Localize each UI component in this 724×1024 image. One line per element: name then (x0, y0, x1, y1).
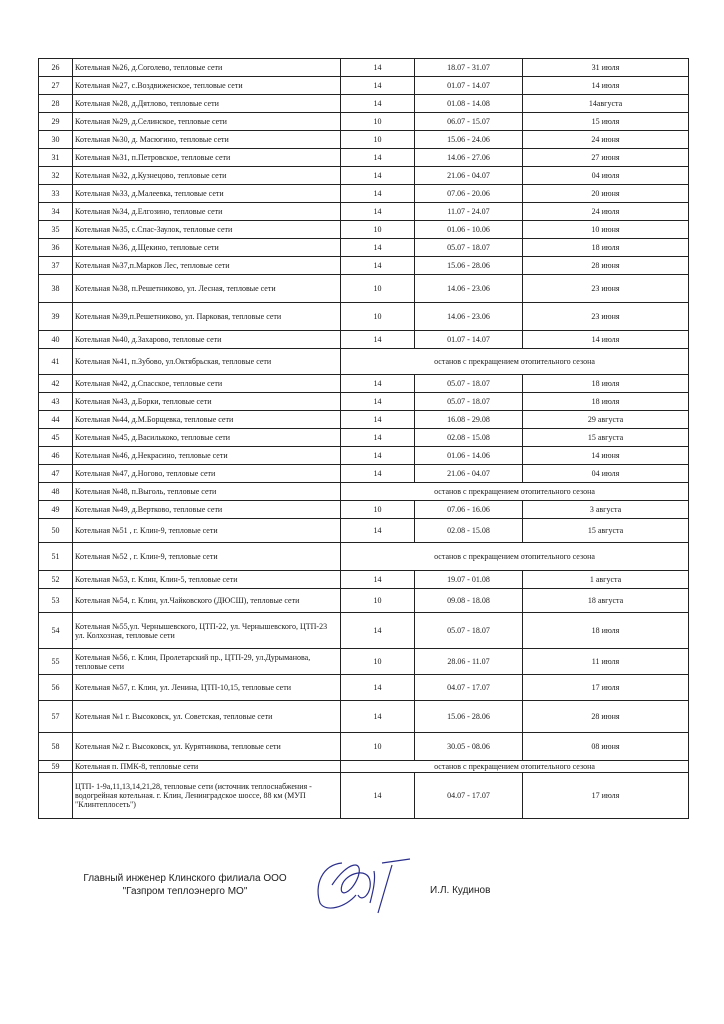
shutdown-period: 15.06 - 24.06 (415, 131, 523, 149)
row-number: 54 (39, 613, 73, 649)
row-number: 30 (39, 131, 73, 149)
row-number: 47 (39, 465, 73, 483)
restart-date: 18 июля (523, 613, 689, 649)
table-row (39, 701, 689, 733)
shutdown-period: 01.07 - 14.07 (415, 331, 523, 349)
table-row (39, 501, 689, 519)
row-number: 57 (39, 701, 73, 733)
row-number: 55 (39, 649, 73, 675)
duration-days: 10 (341, 501, 415, 519)
duration-days: 14 (341, 257, 415, 275)
shutdown-note: останов с прекращением отопительного сезона (341, 483, 689, 501)
row-number (39, 773, 73, 819)
restart-date: 14 июня (523, 447, 689, 465)
restart-date: 28 июня (523, 701, 689, 733)
boiler-name: Котельная №33, д.Малеевка, тепловые сети (73, 185, 341, 203)
table-row (39, 239, 689, 257)
boiler-name: Котельная №48, п.Выголь, тепловые сети (73, 483, 341, 501)
duration-days: 14 (341, 675, 415, 701)
restart-date: 14 июля (523, 77, 689, 95)
shutdown-period: 09.08 - 18.08 (415, 589, 523, 613)
duration-days: 14 (341, 59, 415, 77)
shutdown-period: 05.07 - 18.07 (415, 613, 523, 649)
boiler-name: Котельная №29, д.Селинское, тепловые сети (73, 113, 341, 131)
restart-date: 24 июля (523, 203, 689, 221)
boiler-name: Котельная №2 г. Высоковск, ул. Курятникова, тепловые сети (73, 733, 341, 761)
table-row (39, 519, 689, 543)
schedule-table (38, 58, 689, 819)
duration-days: 14 (341, 773, 415, 819)
boiler-name: Котельная №35, с.Спас-Заулок, тепловые сети (73, 221, 341, 239)
restart-date: 15 августа (523, 519, 689, 543)
boiler-name: Котельная №46, д.Некрасино, тепловые сети (73, 447, 341, 465)
duration-days: 10 (341, 303, 415, 331)
restart-date: 18 июля (523, 375, 689, 393)
signatory-position-line1: Главный инженер Клинского филиала ООО (83, 873, 287, 884)
row-number: 39 (39, 303, 73, 331)
table-row (39, 77, 689, 95)
shutdown-note: останов с прекращением отопительного сезона (341, 349, 689, 375)
shutdown-period: 18.07 - 31.07 (415, 59, 523, 77)
boiler-name: Котельная №1 г. Высоковск, ул. Советская, тепловые сети (73, 701, 341, 733)
duration-days: 10 (341, 733, 415, 761)
row-number: 26 (39, 59, 73, 77)
table-row (39, 447, 689, 465)
duration-days: 10 (341, 649, 415, 675)
table-row (39, 613, 689, 649)
shutdown-note: останов с прекращением отопительного сезона (341, 543, 689, 571)
restart-date: 04 июля (523, 465, 689, 483)
row-number: 28 (39, 95, 73, 113)
boiler-name: Котельная №53, г. Клин, Клин-5, тепловые сети (73, 571, 341, 589)
table-row (39, 331, 689, 349)
row-number: 27 (39, 77, 73, 95)
schedule-table-body (39, 59, 689, 819)
restart-date: 28 июня (523, 257, 689, 275)
duration-days: 14 (341, 239, 415, 257)
restart-date: 18 июля (523, 393, 689, 411)
restart-date: 18 августа (523, 589, 689, 613)
table-row (39, 221, 689, 239)
restart-date: 1 августа (523, 571, 689, 589)
shutdown-period: 01.06 - 10.06 (415, 221, 523, 239)
table-row (39, 303, 689, 331)
duration-days: 14 (341, 203, 415, 221)
row-number: 45 (39, 429, 73, 447)
restart-date: 17 июля (523, 675, 689, 701)
table-row (39, 59, 689, 77)
boiler-name: Котельная №32, д.Кузнецово, тепловые сети (73, 167, 341, 185)
boiler-name: Котельная №51 , г. Клин-9, тепловые сети (73, 519, 341, 543)
restart-date: 17 июля (523, 773, 689, 819)
signatory-position-line2: "Газпром теплоэнерго МО" (122, 886, 248, 897)
duration-days: 14 (341, 465, 415, 483)
duration-days: 14 (341, 149, 415, 167)
boiler-name: Котельная №41, п.Зубово, ул.Октябрьская, тепловые сети (73, 349, 341, 375)
shutdown-period: 07.06 - 16.06 (415, 501, 523, 519)
shutdown-period: 14.06 - 23.06 (415, 303, 523, 331)
shutdown-period: 06.07 - 15.07 (415, 113, 523, 131)
row-number: 52 (39, 571, 73, 589)
table-row (39, 167, 689, 185)
row-number: 35 (39, 221, 73, 239)
row-number: 33 (39, 185, 73, 203)
duration-days: 14 (341, 571, 415, 589)
table-row (39, 483, 689, 501)
row-number: 50 (39, 519, 73, 543)
row-number: 53 (39, 589, 73, 613)
boiler-name: Котельная №39,п.Решетниково, ул. Парковая, тепловые сети (73, 303, 341, 331)
shutdown-period: 14.06 - 23.06 (415, 275, 523, 303)
boiler-name: Котельная №55,ул. Чернышевского, ЦТП-22, ул. Чернышевского, ЦТП-23 ул. Колхозная, тепловые сети (73, 613, 341, 649)
boiler-name: Котельная №37,п.Марков Лес, тепловые сети (73, 257, 341, 275)
restart-date: 10 июня (523, 221, 689, 239)
shutdown-period: 15.06 - 28.06 (415, 257, 523, 275)
boiler-name: Котельная п. ПМК-8, тепловые сети (73, 761, 341, 773)
duration-days: 14 (341, 375, 415, 393)
shutdown-period: 30.05 - 08.06 (415, 733, 523, 761)
row-number: 41 (39, 349, 73, 375)
duration-days: 10 (341, 131, 415, 149)
duration-days: 10 (341, 221, 415, 239)
restart-date: 24 июня (523, 131, 689, 149)
row-number: 40 (39, 331, 73, 349)
boiler-name: Котельная №42, д.Спасское, тепловые сети (73, 375, 341, 393)
table-row (39, 649, 689, 675)
duration-days: 14 (341, 613, 415, 649)
restart-date: 3 августа (523, 501, 689, 519)
boiler-name: Котельная №54, г. Клин, ул.Чайковского (ДЮСШ), тепловые сети (73, 589, 341, 613)
row-number: 32 (39, 167, 73, 185)
shutdown-period: 21.06 - 04.07 (415, 465, 523, 483)
restart-date: 29 августа (523, 411, 689, 429)
duration-days: 14 (341, 77, 415, 95)
table-row (39, 733, 689, 761)
shutdown-period: 28.06 - 11.07 (415, 649, 523, 675)
row-number: 37 (39, 257, 73, 275)
boiler-name: Котельная №38, п.Решетниково, ул. Лесная, тепловые сети (73, 275, 341, 303)
restart-date: 23 июня (523, 303, 689, 331)
shutdown-period: 19.07 - 01.08 (415, 571, 523, 589)
table-row (39, 761, 689, 773)
restart-date: 04 июля (523, 167, 689, 185)
duration-days: 14 (341, 393, 415, 411)
shutdown-period: 16.08 - 29.08 (415, 411, 523, 429)
signatory-position (70, 872, 300, 898)
duration-days: 14 (341, 185, 415, 203)
table-row (39, 429, 689, 447)
shutdown-period: 05.07 - 18.07 (415, 393, 523, 411)
restart-date: 20 июня (523, 185, 689, 203)
boiler-name: Котельная №43, д.Борки, тепловые сети (73, 393, 341, 411)
row-number: 43 (39, 393, 73, 411)
shutdown-period: 01.07 - 14.07 (415, 77, 523, 95)
signatory-name: И.Л. Кудинов (430, 885, 491, 896)
table-row (39, 149, 689, 167)
shutdown-period: 11.07 - 24.07 (415, 203, 523, 221)
row-number: 51 (39, 543, 73, 571)
table-row (39, 375, 689, 393)
table-row (39, 95, 689, 113)
restart-date: 23 июня (523, 275, 689, 303)
table-row (39, 589, 689, 613)
duration-days: 10 (341, 589, 415, 613)
boiler-name: Котельная №49, д.Вертково, тепловые сети (73, 501, 341, 519)
shutdown-period: 15.06 - 28.06 (415, 701, 523, 733)
boiler-name: Котельная №28, д.Дятлово, тепловые сети (73, 95, 341, 113)
table-row (39, 185, 689, 203)
shutdown-period: 05.07 - 18.07 (415, 239, 523, 257)
restart-date: 15 августа (523, 429, 689, 447)
boiler-name: Котельная №36, д.Щекино, тепловые сети (73, 239, 341, 257)
shutdown-period: 01.08 - 14.08 (415, 95, 523, 113)
table-row (39, 411, 689, 429)
boiler-name: Котельная №45, д.Василькоко, тепловые сети (73, 429, 341, 447)
table-row (39, 465, 689, 483)
table-row (39, 131, 689, 149)
boiler-name: Котельная №56, г. Клин, Пролетарский пр., ЦТП-29, ул.Дурыманова, тепловые сети (73, 649, 341, 675)
shutdown-period: 01.06 - 14.06 (415, 447, 523, 465)
boiler-name: Котельная №31, п.Петровское, тепловые сети (73, 149, 341, 167)
restart-date: 14 июля (523, 331, 689, 349)
duration-days: 14 (341, 167, 415, 185)
row-number: 59 (39, 761, 73, 773)
restart-date: 14августа (523, 95, 689, 113)
restart-date: 18 июля (523, 239, 689, 257)
duration-days: 14 (341, 701, 415, 733)
boiler-name: Котельная №52 , г. Клин-9, тепловые сети (73, 543, 341, 571)
table-row (39, 543, 689, 571)
duration-days: 14 (341, 95, 415, 113)
row-number: 31 (39, 149, 73, 167)
boiler-name: ЦТП- 1-9а,11,13,14,21,28, тепловые сети (источник теплоснабжения - водогрейная котельная. г. Клин, Ленинградское шоссе, 88 км (МУП "Клинтеплосеть") (73, 773, 341, 819)
row-number: 34 (39, 203, 73, 221)
duration-days: 14 (341, 411, 415, 429)
restart-date: 08 июня (523, 733, 689, 761)
row-number: 56 (39, 675, 73, 701)
table-row (39, 349, 689, 375)
duration-days: 14 (341, 331, 415, 349)
shutdown-period: 04.07 - 17.07 (415, 675, 523, 701)
shutdown-period: 07.06 - 20.06 (415, 185, 523, 203)
shutdown-period: 05.07 - 18.07 (415, 375, 523, 393)
shutdown-period: 02.08 - 15.08 (415, 429, 523, 447)
boiler-name: Котельная №47, д.Ногово, тепловые сети (73, 465, 341, 483)
restart-date: 31 июля (523, 59, 689, 77)
handwritten-signature (312, 855, 412, 915)
table-row (39, 203, 689, 221)
restart-date: 27 июня (523, 149, 689, 167)
row-number: 36 (39, 239, 73, 257)
table-row (39, 773, 689, 819)
table-row (39, 113, 689, 131)
boiler-name: Котельная №44, д.М.Борщевка, тепловые сети (73, 411, 341, 429)
row-number: 46 (39, 447, 73, 465)
shutdown-period: 04.07 - 17.07 (415, 773, 523, 819)
row-number: 48 (39, 483, 73, 501)
restart-date: 11 июля (523, 649, 689, 675)
row-number: 49 (39, 501, 73, 519)
boiler-name: Котельная №30, д. Масюгино, тепловые сети (73, 131, 341, 149)
row-number: 44 (39, 411, 73, 429)
duration-days: 14 (341, 519, 415, 543)
row-number: 58 (39, 733, 73, 761)
boiler-name: Котельная №57, г. Клин, ул. Ленина, ЦТП-10,15, тепловые сети (73, 675, 341, 701)
row-number: 29 (39, 113, 73, 131)
shutdown-note: останов с прекращением отопительного сезона (341, 761, 689, 773)
row-number: 42 (39, 375, 73, 393)
boiler-name: Котельная №34, д.Елгозино, тепловые сети (73, 203, 341, 221)
shutdown-period: 02.08 - 15.08 (415, 519, 523, 543)
duration-days: 14 (341, 447, 415, 465)
table-row (39, 571, 689, 589)
shutdown-period: 14.06 - 27.06 (415, 149, 523, 167)
table-row (39, 393, 689, 411)
boiler-name: Котельная №27, с.Воздвиженское, тепловые сети (73, 77, 341, 95)
boiler-name: Котельная №26, д.Соголево, тепловые сети (73, 59, 341, 77)
table-row (39, 257, 689, 275)
boiler-name: Котельная №40, д.Захарово, тепловые сети (73, 331, 341, 349)
table-row (39, 275, 689, 303)
duration-days: 10 (341, 113, 415, 131)
shutdown-period: 21.06 - 04.07 (415, 167, 523, 185)
row-number: 38 (39, 275, 73, 303)
duration-days: 10 (341, 275, 415, 303)
restart-date: 15 июля (523, 113, 689, 131)
duration-days: 14 (341, 429, 415, 447)
table-row (39, 675, 689, 701)
